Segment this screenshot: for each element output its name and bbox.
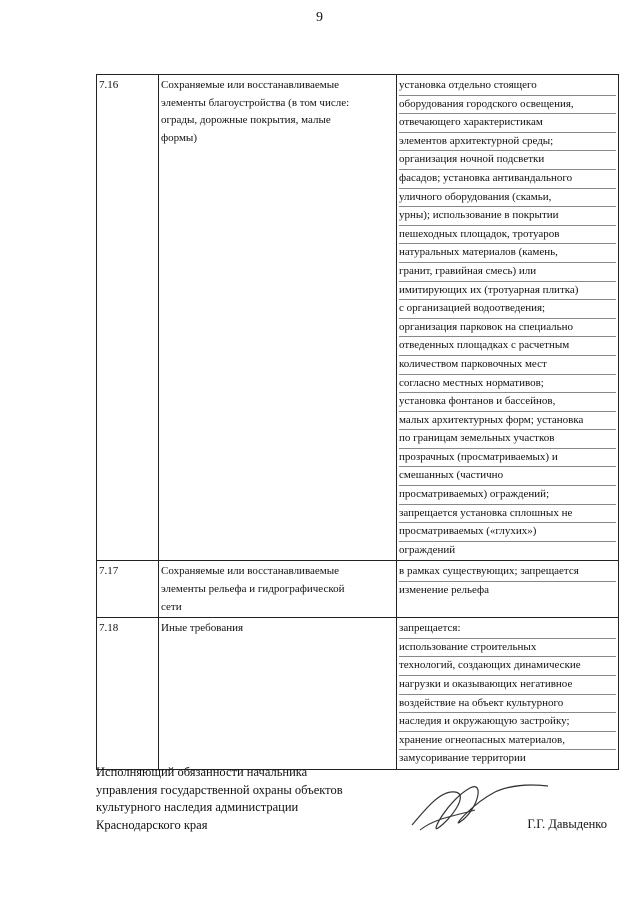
row-number: 7.16 — [97, 75, 159, 561]
requirement-text — [397, 75, 619, 561]
requirement-line: имитирующих их (тротуарная плитка) — [399, 282, 616, 301]
signer-position — [96, 764, 343, 834]
requirement-line: в рамках существующих; запрещается — [399, 563, 616, 582]
element-name-line: элементы рельефа и гидрографической — [161, 583, 345, 596]
requirement-line: согласно местных нормативов; — [399, 375, 616, 394]
requirement-line: по границам земельных участков — [399, 430, 616, 449]
row-number: 7.18 — [97, 618, 159, 770]
requirement-line: воздействие на объект культурного — [399, 695, 616, 714]
element-name-line: ограды, дорожные покрытия, малые — [161, 114, 331, 127]
requirement-line: отвечающего характеристикам — [399, 114, 616, 133]
requirement-line: изменение рельефа — [399, 584, 490, 597]
requirement-line: использование строительных — [399, 639, 616, 658]
requirement-line: запрещается: — [399, 620, 616, 639]
requirement-line: просматриваемых («глухих») — [399, 523, 616, 542]
requirement-line: урны); использование в покрытии — [399, 207, 616, 226]
signer-position-line: Краснодарского края — [96, 817, 208, 832]
requirement-line: натуральных материалов (камень, — [399, 244, 616, 263]
row-number: 7.17 — [97, 561, 159, 618]
element-name — [159, 561, 397, 618]
requirement-line: смешанных (частично — [399, 467, 616, 486]
requirement-text — [397, 618, 619, 770]
requirement-line: пешеходных площадок, тротуаров — [399, 226, 616, 245]
element-name-line: Сохраняемые или восстанавливаемые — [161, 79, 339, 91]
requirement-line: гранит, гравийная смесь) или — [399, 263, 616, 282]
requirement-line: организация ночной подсветки — [399, 151, 616, 170]
requirement-text — [397, 561, 619, 618]
requirement-line: прозрачных (просматриваемых) и — [399, 449, 616, 468]
element-name-line: формы) — [161, 131, 197, 144]
requirement-line: просматриваемых) ограждений; — [399, 486, 616, 505]
element-name — [159, 618, 397, 770]
requirement-line: малых архитектурных форм; установка — [399, 412, 616, 431]
table-row — [97, 618, 619, 770]
requirement-line: оборудования городского освещения, — [399, 96, 616, 115]
page-number: 9 — [316, 10, 323, 25]
requirement-line: нагрузки и оказывающих негативное — [399, 676, 616, 695]
requirement-line: количеством парковочных мест — [399, 356, 616, 375]
element-name-line: Сохраняемые или восстанавливаемые — [161, 565, 339, 578]
requirement-line: элементов архитектурной среды; — [399, 133, 616, 152]
element-name — [159, 75, 397, 561]
requirement-line: с организацией водоотведения; — [399, 300, 616, 319]
requirement-line: технологий, создающих динамические — [399, 657, 616, 676]
requirement-line: замусоривание территории — [399, 752, 526, 765]
signer-position-line: Исполняющий обязанности начальника — [96, 765, 308, 779]
requirement-line: уличного оборудования (скамьи, — [399, 189, 616, 208]
signer-position-line: управления государственной охраны объектов — [96, 782, 343, 797]
table-row — [97, 561, 619, 618]
signer-position-line: культурного наследия администрации — [96, 800, 299, 814]
requirement-line: организация парковок на специально — [399, 319, 616, 338]
requirement-line: запрещается установка сплошных не — [399, 505, 616, 524]
table-row — [97, 75, 619, 561]
signer-name: Г.Г. Давыденко — [527, 817, 607, 831]
requirement-line: фасадов; установка антивандального — [399, 170, 616, 189]
element-name-line: элементы благоустройства (в том числе: — [161, 96, 350, 109]
requirement-line: ограждений — [399, 543, 456, 556]
element-name-line: сети — [161, 600, 182, 613]
requirements-table — [96, 74, 619, 770]
requirement-line: хранение огнеопасных материалов, — [399, 732, 616, 751]
requirement-line: установка отдельно стоящего — [399, 77, 616, 96]
requirement-line: установка фонтанов и бассейнов, — [399, 393, 616, 412]
requirement-line: наследия и окружающую застройку; — [399, 713, 616, 732]
element-name-line: Иные требования — [161, 622, 244, 635]
requirement-line: отведенных площадках с расчетным — [399, 337, 616, 356]
